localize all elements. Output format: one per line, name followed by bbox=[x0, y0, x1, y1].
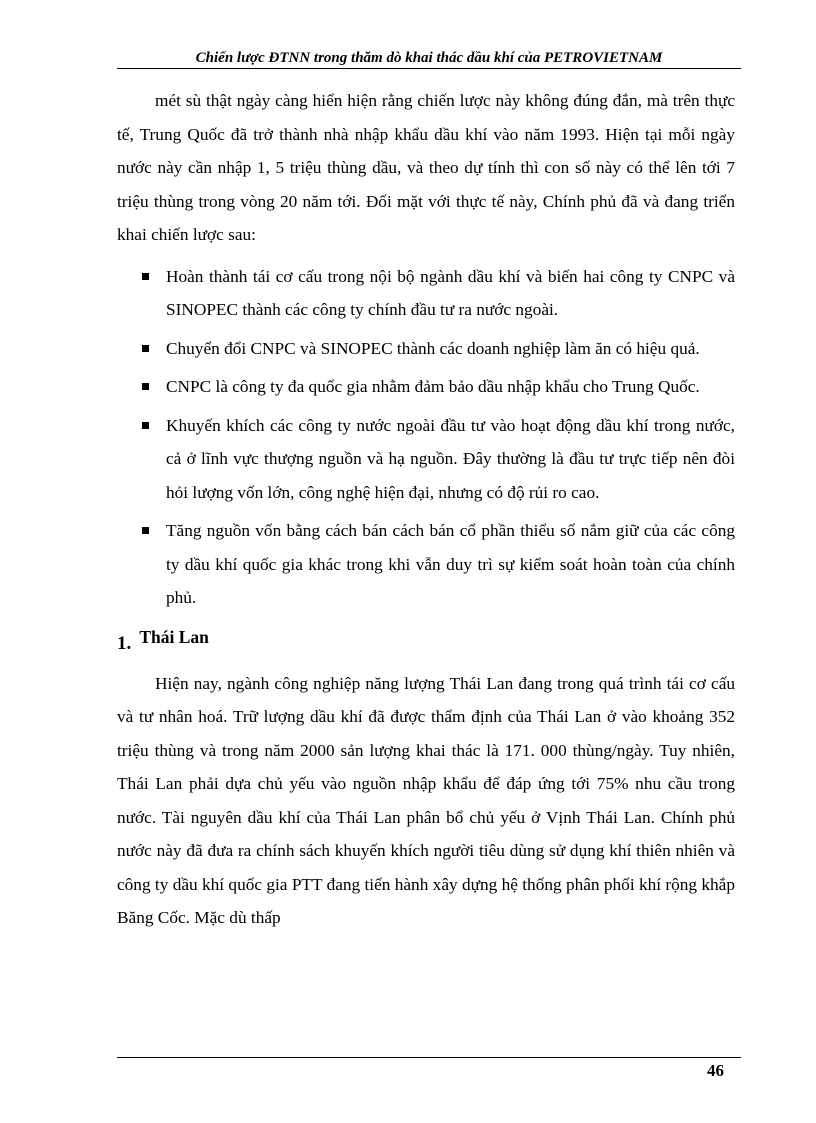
list-item-text: Tăng nguồn vốn bằng cách bán cách bán cổ phần thiểu số nắm giữ của các công ty dầu khí quốc gia khác trong khi vẫn duy trì sự kiểm soát hoàn toàn của chính phủ. bbox=[166, 521, 735, 607]
list-item-text: Hoàn thành tái cơ cấu trong nội bộ ngành dầu khí và biến hai công ty CNPC và SINOPEC thành các công ty chính đầu tư ra nước ngoài. bbox=[166, 266, 735, 319]
list-item bbox=[117, 332, 735, 366]
header-rule bbox=[117, 68, 741, 69]
square-bullet-icon bbox=[142, 273, 149, 280]
list-item bbox=[117, 370, 735, 404]
running-header: Chiến lược ĐTNN trong thăm dò khai thác dầu khí của PETROVIETNAM bbox=[195, 50, 663, 66]
list-item-text: CNPC là công ty đa quốc gia nhằm đảm bảo dầu nhập khẩu cho Trung Quốc. bbox=[166, 377, 700, 396]
list-item-text: Khuyến khích các công ty nước ngoài đầu tư vào hoạt động dầu khí trong nước, cả ở lĩnh vực thượng nguồn và hạ nguồn. Đây thường là đầu tư trực tiếp nên đòi hỏi lượng vốn lớn, công nghệ hiện đại, nhưng có độ rủi ro cao. bbox=[166, 415, 735, 502]
list-item bbox=[117, 514, 735, 615]
square-bullet-icon bbox=[142, 527, 149, 534]
square-bullet-icon bbox=[142, 345, 149, 352]
page-body bbox=[117, 84, 735, 935]
footer-rule bbox=[117, 1057, 741, 1058]
section-number: 1. bbox=[117, 632, 132, 654]
strategy-list bbox=[117, 260, 735, 615]
intro-paragraph: mét sù thật ngày càng hiển hiện rằng chiến lược này không đúng đắn, mà trên thực tế, Trung Quốc đã trở thành nhà nhập khẩu dầu khí vào năm 1993. Hiện tại mỗi ngày nước này cần nhập 1, 5 triệu thùng dầu, và theo dự tính thì con số này có thể lên tới 7 triệu thùng trong vòng 20 năm tới. Đối mặt với thực tế này, Chính phủ đã và đang triển khai chiến lược sau: bbox=[117, 91, 735, 244]
list-item-text: Chuyển đổi CNPC và SINOPEC thành các doanh nghiệp làm ăn có hiệu quả. bbox=[166, 338, 700, 358]
section-paragraph: Hiện nay, ngành công nghiệp năng lượng Thái Lan đang trong quá trình tái cơ cấu và tư nhân hoá. Trữ lượng dầu khí đã được thẩm định của Thái Lan ở vào khoảng 352 triệu thùng và trong năm 2000 sản lượng khai thác là 171. 000 thùng/ngày. Tuy nhiên, Thái Lan phải dựa chủ yếu vào nguồn nhập khẩu để đáp ứng tới 75% nhu cầu trong nước. Tài nguyên dầu khí của Thái Lan phân bổ chủ yếu ở Vịnh Thái Lan. Chính phủ nước này đã đưa ra chính sách khuyến khích người tiêu dùng sử dụng khí thiên nhiên và công ty dầu khí quốc gia PTT đang tiến hành xây dựng hệ thống phân phối khí rộng khắp Băng Cốc. Mặc dù thấp bbox=[117, 673, 735, 927]
list-item bbox=[117, 260, 735, 327]
section-title: Thái Lan bbox=[139, 626, 209, 647]
list-item bbox=[117, 409, 735, 510]
section-heading bbox=[117, 620, 735, 655]
page-number: 46 bbox=[707, 1061, 724, 1080]
square-bullet-icon bbox=[142, 422, 149, 429]
square-bullet-icon bbox=[142, 383, 149, 390]
